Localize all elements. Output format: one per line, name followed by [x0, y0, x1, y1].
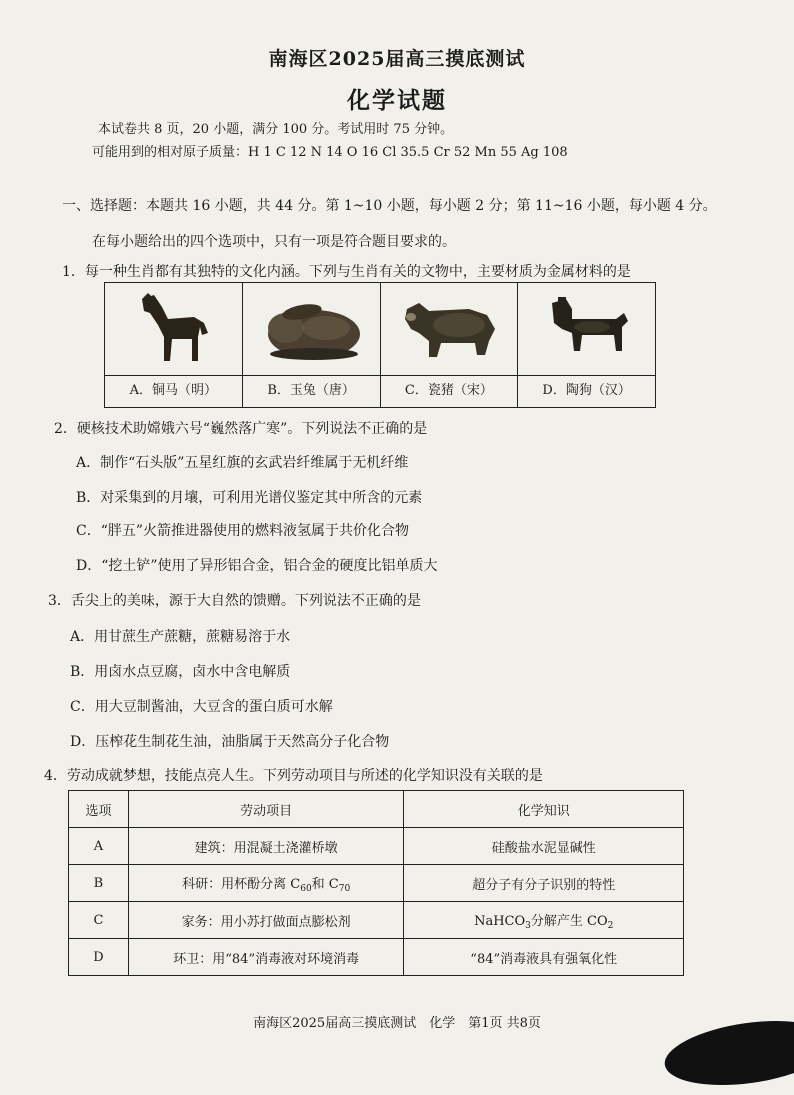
row-knowledge: 超分子有分子识别的特性	[404, 865, 684, 902]
table-row	[69, 902, 684, 939]
subscript: 3	[525, 920, 531, 931]
atomic-masses: 可能用到的相对原子质量：H 1 C 12 N 14 O 16 Cl 35.5 Cr 52 Mn 55 Ag 108	[92, 145, 568, 160]
option-cell-d	[518, 283, 655, 407]
exam-info-pages: 本试卷共 8 页，20 小题，满分 100 分。考试用时 75 分钟。	[98, 122, 454, 137]
option-cell-c	[381, 283, 519, 407]
question-2-option-b: B．对采集到的月壤，可利用光谱仪鉴定其中所含的元素	[76, 490, 423, 506]
row-project: 家务：用小苏打做面点膨松剂	[128, 902, 404, 939]
table-row	[69, 828, 684, 865]
page-footer: 南海区2025届高三摸底测试 化学 第1页 共8页	[253, 1016, 541, 1031]
question-3-option-b: B．用卤水点豆腐，卤水中含电解质	[70, 664, 291, 680]
bronze-horse-image	[105, 283, 242, 376]
subscript: 60	[300, 883, 312, 894]
question-3-option-c: C．用大豆制酱油，大豆含的蛋白质可水解	[70, 699, 333, 715]
row-knowledge: “84”消毒液具有强氧化性	[404, 939, 684, 976]
question-2-option-d: D．“挖土铲”使用了异形铝合金，铝合金的硬度比铝单质大	[76, 558, 438, 574]
question-4-stem: 4．劳动成就梦想，技能点亮人生。下列劳动项目与所述的化学知识没有关联的是	[44, 768, 543, 784]
row-project	[128, 865, 404, 902]
option-cell-b	[243, 283, 381, 407]
table-header-row	[69, 791, 684, 828]
project-text: 科研：用杯酚分离 C	[182, 876, 301, 892]
question-2-stem: 2．硬核技术助嫦娥六号“巍然落广寒”。下列说法不正确的是	[54, 421, 428, 437]
question-4-table	[68, 790, 684, 976]
option-a-caption: A．铜马（明）	[129, 383, 218, 398]
subject-title: 化学试题	[347, 87, 447, 114]
question-3-option-d: D．压榨花生制花生油，油脂属于天然高分子化合物	[70, 734, 390, 750]
table-row	[69, 939, 684, 976]
row-knowledge	[404, 902, 684, 939]
row-option: D	[69, 939, 129, 976]
jade-rabbit-image	[243, 283, 380, 376]
question-2-option-c: C．“胖五”火箭推进器使用的燃料液氢属于共价化合物	[76, 523, 410, 539]
row-knowledge: 硅酸盐水泥显碱性	[404, 828, 684, 865]
question-1-option-table	[104, 282, 656, 408]
row-option: C	[69, 902, 129, 939]
subscript: 2	[607, 920, 614, 931]
question-3-stem: 3．舌尖上的美味，源于大自然的馈赠。下列说法不正确的是	[48, 593, 421, 609]
section-instruction: 在每小题给出的四个选项中，只有一项是符合题目要求的。	[92, 234, 456, 250]
row-option: B	[69, 865, 129, 902]
pottery-dog-image	[518, 283, 655, 376]
row-project: 环卫：用“84”消毒液对环境消毒	[128, 939, 404, 976]
option-d-caption: D．陶狗（汉）	[542, 383, 631, 398]
header-knowledge: 化学知识	[404, 791, 684, 828]
subscript: 70	[338, 883, 351, 894]
question-3-option-a: A．用甘蔗生产蔗糖，蔗糖易溶于水	[70, 629, 291, 645]
row-project: 建筑：用混凝土浇灌桥墩	[128, 828, 404, 865]
exam-title: 南海区2025届高三摸底测试	[268, 48, 526, 70]
knowledge-text: 分解产生 CO	[530, 913, 608, 929]
header-project: 劳动项目	[128, 791, 404, 828]
option-cell-a	[105, 283, 243, 407]
header-option: 选项	[69, 791, 129, 828]
project-text: 和 C	[311, 876, 339, 892]
row-option: A	[69, 828, 129, 865]
porcelain-pig-image	[381, 283, 518, 376]
question-2-option-a: A．制作“石头版”五星红旗的玄武岩纤维属于无机纤维	[76, 455, 409, 471]
knowledge-text: NaHCO	[474, 913, 526, 929]
option-b-caption: B．玉兔（唐）	[267, 383, 355, 398]
question-1-stem: 1．每一种生肖都有其独特的文化内涵。下列与生肖有关的文物中，主要材质为金属材料的是	[62, 264, 631, 280]
table-row	[69, 865, 684, 902]
section-heading: 一、选择题：本题共 16 小题，共 44 分。第 1~10 小题，每小题 2 分；第 11~16 小题，每小题 4 分。	[62, 198, 717, 214]
option-c-caption: C．瓷猪（宋）	[404, 383, 493, 398]
